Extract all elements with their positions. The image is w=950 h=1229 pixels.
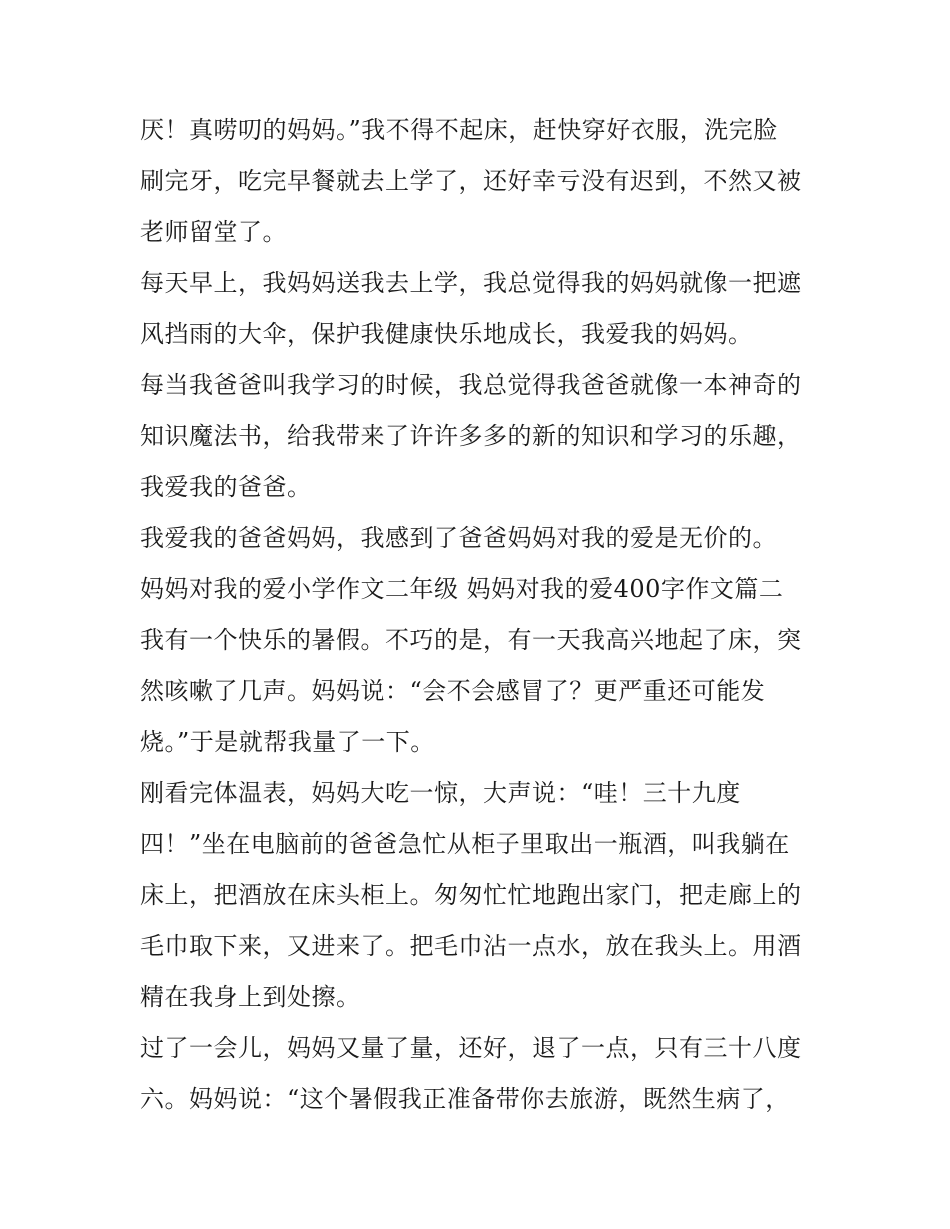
text-line: 知识魔法书，给我带来了许许多多的新的知识和学习的乐趣，: [140, 422, 802, 450]
text-line: 每当我爸爸叫我学习的时候，我总觉得我爸爸就像一本神奇的: [140, 371, 802, 399]
text-line: 我爱我的爸爸。: [140, 473, 312, 501]
text-line: 老师留堂了。: [140, 218, 287, 246]
text-line: 床上，把酒放在床头柜上。匆匆忙忙地跑出家门，把走廊上的: [140, 881, 802, 909]
text-line: 我爱我的爸爸妈妈，我感到了爸爸妈妈对我的爱是无价的。: [140, 524, 777, 552]
text-line: 我有一个快乐的暑假。不巧的是，有一天我高兴地起了床，突: [140, 626, 802, 654]
text-line: 精在我身上到处擦。: [140, 983, 361, 1011]
text-line: 厌！真唠叨的妈妈。”我不得不起床，赶快穿好衣服，洗完脸: [140, 116, 778, 144]
section-heading: 妈妈对我的爱小学作文二年级 妈妈对我的爱400字作文篇二: [140, 575, 784, 603]
text-line: 然咳嗽了几声。妈妈说：“会不会感冒了？更严重还可能发: [140, 677, 766, 705]
text-line: 每天早上，我妈妈送我去上学，我总觉得我的妈妈就像一把遮: [140, 269, 802, 297]
text-line: 过了一会儿，妈妈又量了量，还好，退了一点，只有三十八度: [140, 1034, 802, 1062]
text-line: 烧。”于是就帮我量了一下。: [140, 728, 435, 756]
text-line: 四！”坐在电脑前的爸爸急忙从柜子里取出一瓶酒，叫我躺在: [140, 830, 790, 858]
document-body: [140, 112, 830, 1132]
text-line: 毛巾取下来，又进来了。把毛巾沾一点水，放在我头上。用酒: [140, 932, 802, 960]
text-line: 六。妈妈说：“这个暑假我正准备带你去旅游，既然生病了，: [140, 1085, 790, 1113]
text-line: 风挡雨的大伞，保护我健康快乐地成长，我爱我的妈妈。: [140, 320, 753, 348]
text-line: 刚看完体温表，妈妈大吃一惊，大声说：“哇！三十九度: [140, 779, 741, 807]
text-line: 刷完牙，吃完早餐就去上学了，还好幸亏没有迟到，不然又被: [140, 167, 802, 195]
